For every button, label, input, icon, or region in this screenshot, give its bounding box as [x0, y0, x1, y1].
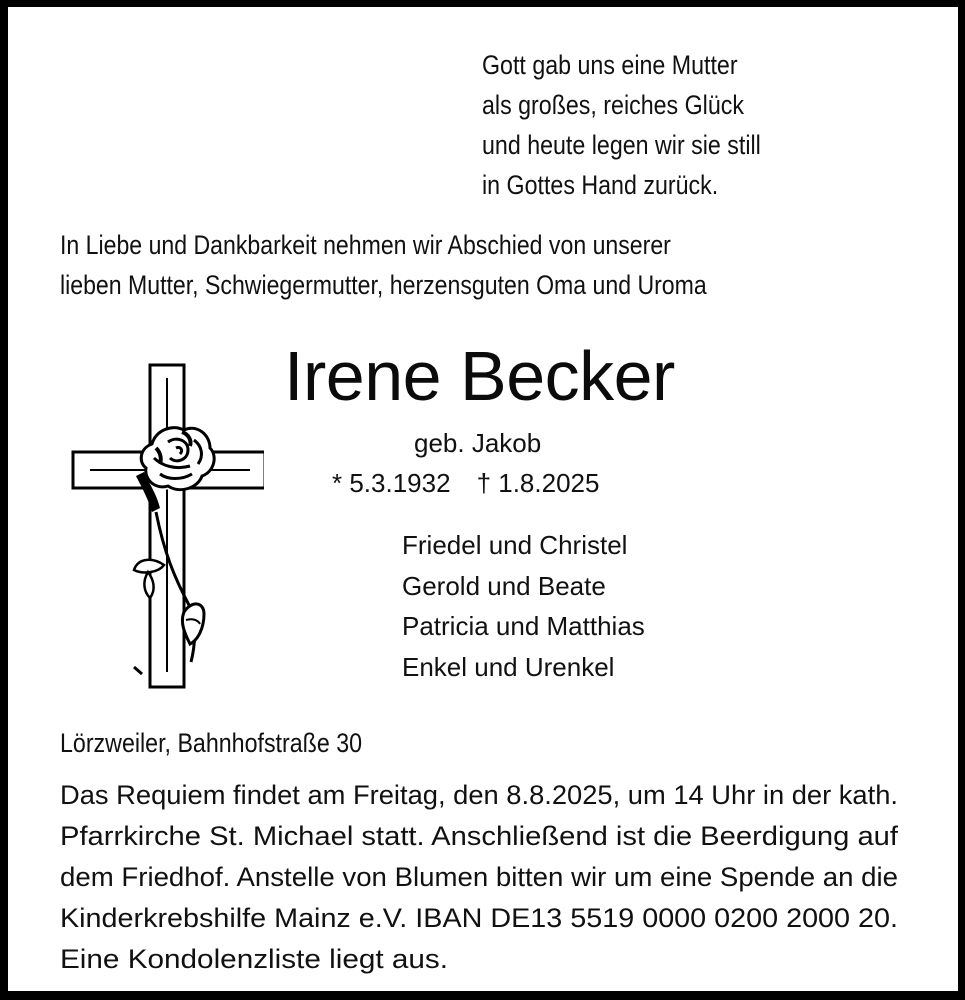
intro-line: In Liebe und Dankbarkeit nehmen wir Abschied von unserer: [60, 230, 671, 260]
notice-line: Eine Kondolenzliste liegt aus.: [60, 944, 448, 974]
notice-line: Pfarrkirche St. Michael statt. Anschließend ist die Beerdigung auf: [60, 821, 898, 851]
death-date: † 1.8.2025: [476, 468, 600, 498]
intro-line: lieben Mutter, Schwiegermutter, herzensguten Oma und Uroma: [60, 270, 707, 300]
address: [60, 725, 411, 761]
mourner-entry: Gerold und Beate: [402, 570, 606, 601]
poem-line: in Gottes Hand zurück.: [482, 170, 719, 200]
notice-line: dem Friedhof. Anstelle von Blumen bitten wir um eine Spende an die: [60, 862, 898, 892]
obituary-card: [8, 7, 958, 991]
life-dates: [332, 467, 599, 499]
cross-with-rose-icon: [64, 362, 264, 692]
address-text: Lörzweiler, Bahnhofstraße 30: [60, 728, 363, 758]
poem-line: als großes, reiches Glück: [482, 90, 744, 120]
mourner-entry: Friedel und Christel: [402, 530, 628, 560]
mourner-entry: Enkel und Urenkel: [402, 651, 615, 682]
poem-line: und heute legen wir sie still: [482, 130, 761, 160]
mourners-list: [402, 525, 645, 687]
notice-line: Das Requiem findet am Freitag, den 8.8.2025, um 14 Uhr in der kath.: [60, 780, 898, 810]
birth-date: * 5.3.1932: [332, 468, 451, 498]
poem-line: Gott gab uns eine Mutter: [482, 50, 738, 80]
notice-line: Kinderkrebshilfe Mainz e.V. IBAN DE13 5519 0000 0200 2000 20.: [60, 903, 898, 933]
poem-verse: [482, 45, 806, 205]
deceased-name: Irene Becker: [284, 337, 675, 415]
intro-text: [60, 225, 816, 305]
mourner-entry: Patricia und Matthias: [402, 611, 645, 641]
maiden-name: geb. Jakob: [414, 428, 542, 458]
funeral-notice: [60, 775, 898, 980]
